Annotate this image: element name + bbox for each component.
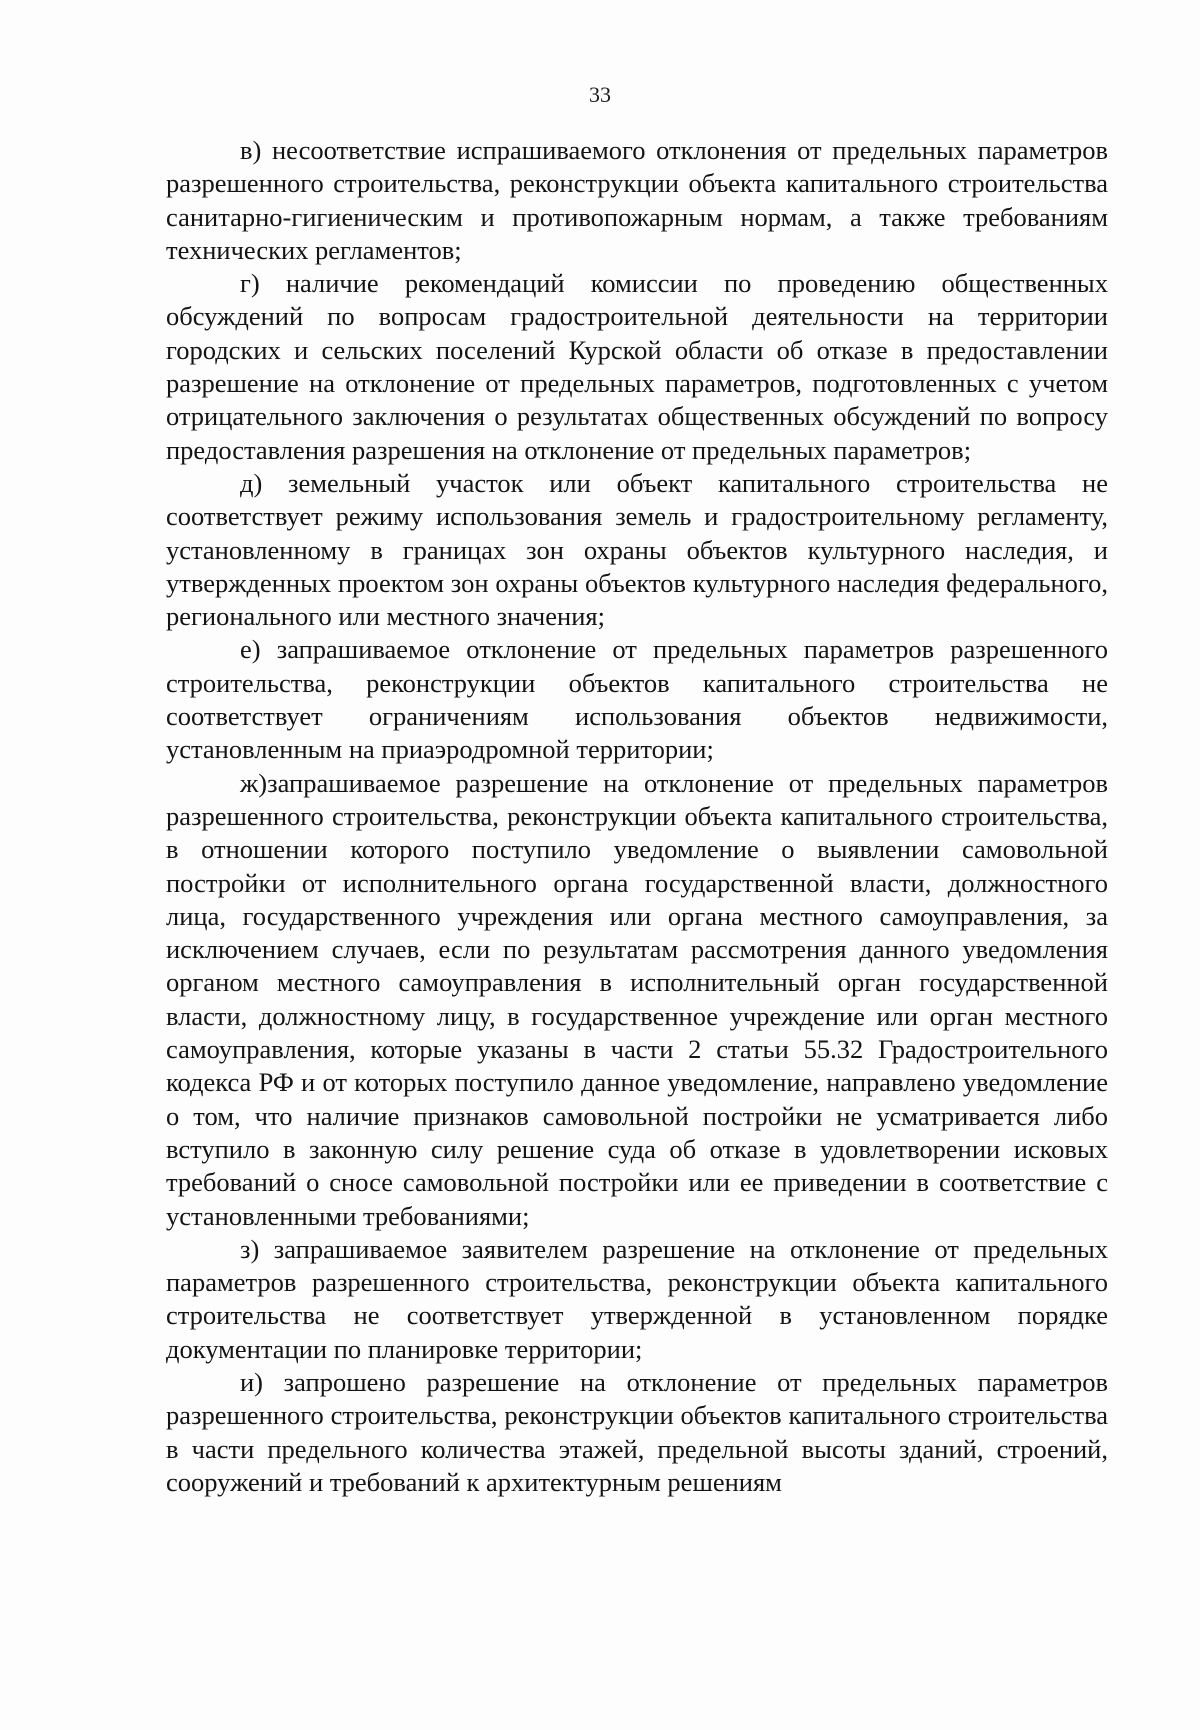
paragraph-d: д) земельный участок или объект капитального строительства не соответствует режиму использования земель и градостроительному регламенту, установленному в границах зон охраны объектов культурного наследия, и утвержденных проектом зон охраны объектов культурного наследия федерального, регионального или местного значения; xyxy=(166,467,1108,632)
page-number: 33 xyxy=(589,82,611,107)
paragraph-z: з) запрашиваемое заявителем разрешение на отклонение от предельных параметров разрешенного строительства, реконструкции объекта капитального строительства не соответствует утвержденной в установленном порядке документации по планировке территории; xyxy=(166,1233,1108,1364)
paragraph-v: в) несоответствие испрашиваемого отклонения от предельных параметров разрешенного строительства, реконструкции объекта капитального строительства санитарно-гигиеническим и противопожарным нормам, а также требованиям технических регламентов; xyxy=(166,135,1108,265)
document-body xyxy=(166,134,1108,1499)
paragraph-zh: ж)запрашиваемое разрешение на отклонение от предельных параметров разрешенного строительства, реконструкции объекта капитального строительства, в отношении которого поступило уведомление о выявлении самовольной постройки от исполнительного органа государственной власти, должностного лица, государственного учреждения или органа местного самоуправления, за исключением случаев, если по результатам рассмотрения данного уведомления органом местного самоуправления в исполнительный орган государственной власти, должностному лицу, в государственное учреждение или орган местного самоуправления, которые указаны в части 2 статьи 55.32 Градостроительного кодекса РФ и от которых поступило данное уведомление, направлено уведомление о том, что наличие признаков самовольной постройки не усматривается либо вступило в законную силу решение суда об отказе в удовлетворении исковых требований о сносе самовольной постройки или ее приведении в соответствие с установленными требованиями; xyxy=(166,767,1108,1231)
paragraph-g: г) наличие рекомендаций комиссии по проведению общественных обсуждений по вопросам градостроительной деятельности на территории городских и сельских поселений Курской области об отказе в предоставлении разрешение на отклонение от предельных параметров, подготовленных с учетом отрицательного заключения о результатах общественных обсуждений по вопросу предоставления разрешения на отклонение от предельных параметров; xyxy=(166,268,1108,465)
paragraph-i: и) запрошено разрешение на отклонение от предельных параметров разрешенного строительства, реконструкции объектов капитального строительства в части предельного количества этажей, предельной высоты зданий, строений, сооружений и требований к архитектурным решениям xyxy=(166,1366,1108,1497)
paragraph-e: е) запрашиваемое отклонение от предельных параметров разрешенного строительства, реконструкции объектов капитального строительства не соответствует ограничениям использования объектов недвижимости, установленным на приаэродромной территории; xyxy=(166,634,1108,765)
